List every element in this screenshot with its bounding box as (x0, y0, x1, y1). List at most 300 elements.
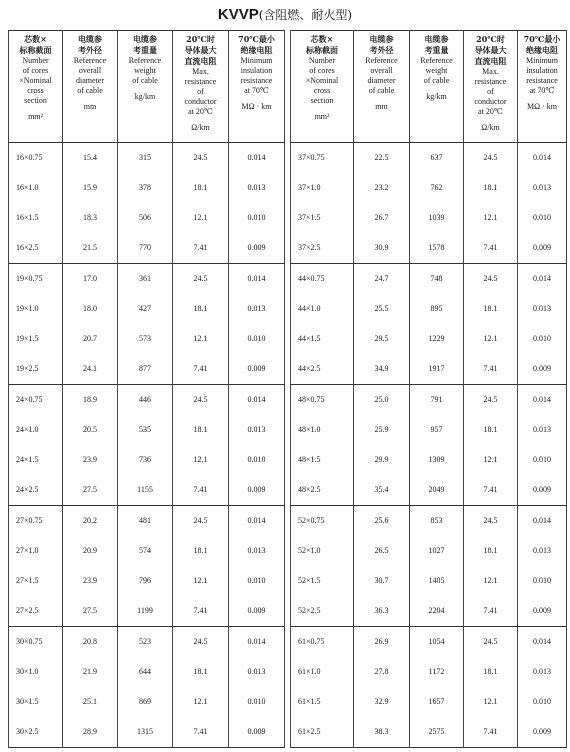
table-cell: 12.1 (464, 566, 518, 596)
table-cell: 12.1 (464, 687, 518, 717)
column-header (63, 31, 118, 143)
table-row (9, 385, 285, 416)
table-cell: 523 (118, 627, 173, 658)
table-cell: 0.013 (229, 415, 285, 445)
header-en-line: Minimum (240, 56, 273, 65)
table-cell: 26.5 (354, 536, 410, 566)
header-unit: MΩ · km (241, 102, 272, 111)
table-cell: 791 (410, 385, 464, 416)
table-cell: 19×2.5 (9, 354, 63, 385)
table-row (291, 657, 567, 687)
table-cell: 0.010 (229, 566, 285, 596)
table-cell: 1917 (410, 354, 464, 385)
table-cell: 0.009 (518, 717, 567, 748)
table-cell: 24×1.0 (9, 415, 63, 445)
header-en-line: Reference (420, 56, 453, 65)
table-cell: 1199 (118, 596, 173, 627)
table-row (291, 415, 567, 445)
header-en-line: of cable (77, 86, 103, 95)
table-cell: 29.9 (354, 445, 410, 475)
table-cell: 877 (118, 354, 173, 385)
table-cell: 29.5 (354, 324, 410, 354)
table-row (291, 294, 567, 324)
table-cell: 18.0 (63, 294, 118, 324)
table-cell: 12.1 (464, 445, 518, 475)
header-en-line: Reference (128, 56, 162, 65)
table-cell: 16×2.5 (9, 233, 63, 264)
table-cell: 0.013 (518, 173, 567, 203)
table-cell: 481 (118, 506, 173, 537)
table-row (9, 445, 285, 475)
table-cell: 18.1 (173, 657, 229, 687)
header-en-line: of cable (423, 76, 450, 85)
table-cell: 18.1 (173, 415, 229, 445)
table-row (9, 264, 285, 295)
header-cn-line: 考外径 (369, 45, 394, 55)
table-row (291, 627, 567, 658)
table-row (291, 385, 567, 416)
table-cell: 30×0.75 (9, 627, 63, 658)
column-header (354, 31, 410, 143)
table-cell: 12.1 (173, 566, 229, 596)
table-cell: 20.2 (63, 506, 118, 537)
table-cell: 1155 (118, 475, 173, 506)
header-cn-line: 导体最大 (474, 45, 507, 55)
table-cell: 17.0 (63, 264, 118, 295)
table-cell: 24.5 (173, 627, 229, 658)
header-en-line: of (487, 87, 494, 96)
table-cell: 48×2.5 (291, 475, 354, 506)
table-cell: 0.009 (518, 233, 567, 264)
header-en-line: ×Nominal (19, 76, 52, 85)
table-cell: 853 (410, 506, 464, 537)
table-cell: 52×2.5 (291, 596, 354, 627)
table-cell: 24.1 (63, 354, 118, 385)
table-cell: 61×1.5 (291, 687, 354, 717)
table-cell: 7.41 (464, 475, 518, 506)
table-cell: 7.41 (173, 354, 229, 385)
table-cell: 574 (118, 536, 173, 566)
table-cell: 1657 (410, 687, 464, 717)
table-cell: 44×0.75 (291, 264, 354, 295)
table-cell: 0.010 (229, 687, 285, 717)
table-row (291, 203, 567, 233)
table-cell: 19×0.75 (9, 264, 63, 295)
table-row (291, 475, 567, 506)
table-cell: 38.3 (354, 717, 410, 748)
header-en-line: of cable (368, 86, 395, 95)
header-en-line: conductor (474, 97, 507, 106)
table-cell: 27×1.0 (9, 536, 63, 566)
table-cell: 24×2.5 (9, 475, 63, 506)
table-cell: 378 (118, 173, 173, 203)
table-row (9, 596, 285, 627)
table-cell: 52×0.75 (291, 506, 354, 537)
table-cell: 0.013 (229, 173, 285, 203)
table-cell: 427 (118, 294, 173, 324)
table-cell: 1315 (118, 717, 173, 748)
table-row (9, 324, 285, 354)
header-en-line: resistance (240, 76, 273, 85)
table-cell: 44×1.5 (291, 324, 354, 354)
table-cell: 1054 (410, 627, 464, 658)
table-cell: 22.5 (354, 143, 410, 174)
table-cell: 0.009 (518, 354, 567, 385)
table-cell: 24.5 (173, 506, 229, 537)
header-cn-line: 直流电阻 (474, 56, 507, 66)
header-cn-line: 20℃时 (476, 34, 505, 44)
table-cell: 18.1 (464, 415, 518, 445)
table-cell: 27×0.75 (9, 506, 63, 537)
table-cell: 0.013 (229, 294, 285, 324)
column-header (291, 31, 354, 143)
table-cell: 27.5 (63, 596, 118, 627)
table-cell: 0.014 (229, 143, 285, 174)
header-en-line: cross (313, 86, 331, 95)
table-cell: 7.41 (173, 475, 229, 506)
header-en-line: overall (370, 66, 393, 75)
table-row (291, 233, 567, 264)
header-en-line: weight (425, 66, 448, 75)
table-cell: 770 (118, 233, 173, 264)
table-cell: 12.1 (173, 445, 229, 475)
table-cell: 0.013 (518, 294, 567, 324)
table-cell: 24.5 (173, 143, 229, 174)
header-cn-line: 电缆参 (369, 34, 394, 44)
table-cell: 18.1 (464, 536, 518, 566)
table-cell: 361 (118, 264, 173, 295)
table-cell: 25.9 (354, 415, 410, 445)
table-row (9, 566, 285, 596)
table-cell: 1578 (410, 233, 464, 264)
table-row (291, 264, 567, 295)
table-cell: 24×0.75 (9, 385, 63, 416)
table-cell: 18.1 (464, 294, 518, 324)
table-row (291, 506, 567, 537)
table-cell: 16×0.75 (9, 143, 63, 174)
table-cell: 0.014 (229, 385, 285, 416)
table-cell: 2575 (410, 717, 464, 748)
table-cell: 748 (410, 264, 464, 295)
table-row (9, 415, 285, 445)
table-cell: 7.41 (464, 233, 518, 264)
header-en-line: Reference (73, 56, 107, 65)
table-cell: 23.2 (354, 173, 410, 203)
table-row (9, 143, 285, 174)
column-header (173, 31, 229, 143)
table-cell: 48×0.75 (291, 385, 354, 416)
header-en-line: Max. (482, 67, 499, 76)
header-en-line: at 70℃ (244, 86, 269, 95)
table-cell: 30×1.0 (9, 657, 63, 687)
header-cn-line: 直流电阻 (184, 56, 217, 66)
table-cell: 0.010 (518, 324, 567, 354)
header-cn-line: 70℃最小 (238, 34, 275, 44)
header-cn-line: 电缆参 (78, 34, 102, 44)
header-en-line: resistance (184, 77, 217, 86)
table-cell: 61×1.0 (291, 657, 354, 687)
column-header (410, 31, 464, 143)
table-cell: 24×1.5 (9, 445, 63, 475)
table-row (291, 354, 567, 385)
header-en-line: insulation (526, 66, 558, 75)
table-cell: 25.5 (354, 294, 410, 324)
header-en-line: insulation (240, 66, 273, 75)
table-cell: 37×2.5 (291, 233, 354, 264)
table-cell: 0.009 (229, 354, 285, 385)
header-en-line: conductor (184, 97, 217, 106)
table-cell: 20.8 (63, 627, 118, 658)
column-header (229, 31, 285, 143)
header-en-line: ×Nominal (305, 76, 339, 85)
table-cell: 0.014 (518, 143, 567, 174)
table-cell: 18.1 (173, 294, 229, 324)
table-cell: 12.1 (173, 324, 229, 354)
table-cell: 0.014 (518, 627, 567, 658)
header-cn-line: 电缆参 (133, 34, 157, 44)
table-row (291, 143, 567, 174)
table-cell: 637 (410, 143, 464, 174)
header-unit: mm (83, 102, 97, 111)
table-cell: 736 (118, 445, 173, 475)
header-en-line: diameter (76, 76, 104, 85)
table-cell: 7.41 (464, 354, 518, 385)
header-en-line: resistance (526, 76, 558, 85)
table-cell: 28.9 (63, 717, 118, 748)
table-row (9, 506, 285, 537)
table-cell: 2204 (410, 596, 464, 627)
table-cell: 0.010 (229, 445, 285, 475)
table-cell: 24.7 (354, 264, 410, 295)
header-unit: kg/km (426, 92, 447, 101)
table-cell: 18.1 (464, 173, 518, 203)
table-cell: 644 (118, 657, 173, 687)
header-cn-line: 70℃最小 (523, 34, 561, 44)
header-en-line: Number (22, 56, 49, 65)
header-en-line: diameter (367, 76, 396, 85)
table-row (9, 354, 285, 385)
table-cell: 7.41 (173, 233, 229, 264)
table-cell: 26.9 (354, 627, 410, 658)
table-cell: 0.010 (229, 324, 285, 354)
table-cell: 23.9 (63, 566, 118, 596)
table-cell: 7.41 (173, 717, 229, 748)
header-en-line: weight (134, 66, 156, 75)
table-cell: 15.4 (63, 143, 118, 174)
header-cn-line: 芯数× (310, 34, 334, 44)
table-row (291, 717, 567, 748)
table-cell: 16×1.0 (9, 173, 63, 203)
table-cell: 446 (118, 385, 173, 416)
table-cell: 0.010 (229, 203, 285, 233)
table-cell: 0.010 (518, 203, 567, 233)
header-en-line: section (24, 96, 47, 105)
table-cell: 869 (118, 687, 173, 717)
table-cell: 0.010 (518, 687, 567, 717)
table-cell: 21.5 (63, 233, 118, 264)
table-cell: 12.1 (173, 687, 229, 717)
table-cell: 20.5 (63, 415, 118, 445)
table-cell: 18.1 (173, 173, 229, 203)
table-row (9, 203, 285, 233)
table-cell: 957 (410, 415, 464, 445)
title-sub: (含阻燃、耐火型) (258, 8, 353, 22)
header-en-line: at 20℃ (188, 107, 213, 116)
header-cn-line: 标称截面 (19, 45, 52, 55)
header-cn-line: 标称截面 (306, 45, 338, 55)
table-cell: 1027 (410, 536, 464, 566)
header-en-line: Number (308, 56, 336, 65)
table-cell: 573 (118, 324, 173, 354)
header-cn-line: 电缆参 (424, 34, 449, 44)
table-cell: 2049 (410, 475, 464, 506)
header-row (291, 31, 567, 143)
table-cell: 24.5 (173, 385, 229, 416)
table-cell: 44×2.5 (291, 354, 354, 385)
table-cell: 0.014 (229, 627, 285, 658)
table-cell: 0.009 (518, 596, 567, 627)
cable-table-right (290, 30, 567, 748)
header-cn-line: 芯数× (24, 34, 47, 44)
table-cell: 0.014 (229, 506, 285, 537)
table-row (9, 657, 285, 687)
table-cell: 27×1.5 (9, 566, 63, 596)
table-cell: 25.1 (63, 687, 118, 717)
table-cell: 27.8 (354, 657, 410, 687)
table-cell: 0.013 (518, 415, 567, 445)
table-row (291, 596, 567, 627)
table-cell: 1039 (410, 203, 464, 233)
table-cell: 1309 (410, 445, 464, 475)
table-cell: 37×1.0 (291, 173, 354, 203)
table-cell: 535 (118, 415, 173, 445)
header-en-line: Reference (365, 56, 398, 65)
header-cn-line: 导体最大 (184, 45, 217, 55)
table-row (9, 475, 285, 506)
column-header (9, 31, 63, 143)
column-header (118, 31, 173, 143)
table-cell: 18.3 (63, 203, 118, 233)
header-unit: kg/km (134, 92, 156, 101)
header-cn-line: 考外径 (78, 45, 102, 55)
table-cell: 0.014 (518, 385, 567, 416)
header-row (9, 31, 285, 143)
table-cell: 796 (118, 566, 173, 596)
table-row (291, 536, 567, 566)
table-cell: 25.0 (354, 385, 410, 416)
table-cell: 7.41 (464, 717, 518, 748)
header-cn-line: 绝缘电阻 (526, 45, 558, 55)
table-cell: 24.5 (464, 264, 518, 295)
table-cell: 0.013 (518, 536, 567, 566)
header-unit: Ω/km (481, 123, 500, 132)
table-cell: 0.010 (518, 445, 567, 475)
table-cell: 16×1.5 (9, 203, 63, 233)
table-cell: 20.9 (63, 536, 118, 566)
table-cell: 30.9 (354, 233, 410, 264)
header-unit: Ω/km (191, 123, 210, 132)
header-en-line: of cores (309, 66, 335, 75)
table-cell: 30.7 (354, 566, 410, 596)
table-cell: 37×0.75 (291, 143, 354, 174)
table-cell: 27.5 (63, 475, 118, 506)
table-cell: 34.9 (354, 354, 410, 385)
table-cell: 12.1 (173, 203, 229, 233)
table-cell: 0.014 (518, 264, 567, 295)
table-cell: 44×1.0 (291, 294, 354, 324)
header-en-line: Max. (192, 67, 209, 76)
table-row (9, 536, 285, 566)
table-row (9, 717, 285, 748)
table-cell: 0.009 (518, 475, 567, 506)
table-cell: 36.3 (354, 596, 410, 627)
table-cell: 315 (118, 143, 173, 174)
table-row (291, 173, 567, 203)
table-cell: 24.5 (464, 506, 518, 537)
table-cell: 0.013 (518, 657, 567, 687)
table-cell: 0.009 (229, 475, 285, 506)
table-row (9, 627, 285, 658)
table-cell: 30×1.5 (9, 687, 63, 717)
table-cell: 12.1 (464, 203, 518, 233)
column-header (464, 31, 518, 143)
table-cell: 0.013 (229, 657, 285, 687)
table-cell: 506 (118, 203, 173, 233)
table-cell: 26.7 (354, 203, 410, 233)
table-cell: 23.9 (63, 445, 118, 475)
table-cell: 0.013 (229, 536, 285, 566)
table-cell: 19×1.5 (9, 324, 63, 354)
table-row (291, 566, 567, 596)
table-cell: 35.4 (354, 475, 410, 506)
header-unit: mm² (28, 112, 43, 121)
header-en-line: cross (27, 86, 44, 95)
table-cell: 895 (410, 294, 464, 324)
table-cell: 762 (410, 173, 464, 203)
table-cell: 48×1.0 (291, 415, 354, 445)
table-cell: 18.9 (63, 385, 118, 416)
table-cell: 25.6 (354, 506, 410, 537)
table-cell: 27×2.5 (9, 596, 63, 627)
header-en-line: section (310, 96, 334, 105)
table-cell: 0.009 (229, 233, 285, 264)
table-cell: 30×2.5 (9, 717, 63, 748)
table-row (291, 324, 567, 354)
table-cell: 52×1.5 (291, 566, 354, 596)
header-cn-line: 考重量 (133, 45, 157, 55)
table-cell: 20.7 (63, 324, 118, 354)
table-cell: 12.1 (464, 324, 518, 354)
table-row (291, 687, 567, 717)
table-cell: 24.5 (464, 143, 518, 174)
table-cell: 15.9 (63, 173, 118, 203)
header-unit: MΩ · km (527, 102, 557, 111)
table-cell: 1229 (410, 324, 464, 354)
header-unit: mm² (314, 112, 330, 121)
cable-table-left (8, 30, 285, 748)
table-cell: 48×1.5 (291, 445, 354, 475)
header-en-line: of (197, 87, 204, 96)
header-en-line: of cable (132, 76, 158, 85)
table-cell: 32.9 (354, 687, 410, 717)
header-en-line: at 70℃ (529, 86, 555, 95)
header-unit: mm (375, 102, 388, 111)
table-cell: 19×1.0 (9, 294, 63, 324)
header-cn-line: 考重量 (424, 45, 449, 55)
table-cell: 7.41 (173, 596, 229, 627)
table-row (9, 687, 285, 717)
table-cell: 18.1 (173, 536, 229, 566)
